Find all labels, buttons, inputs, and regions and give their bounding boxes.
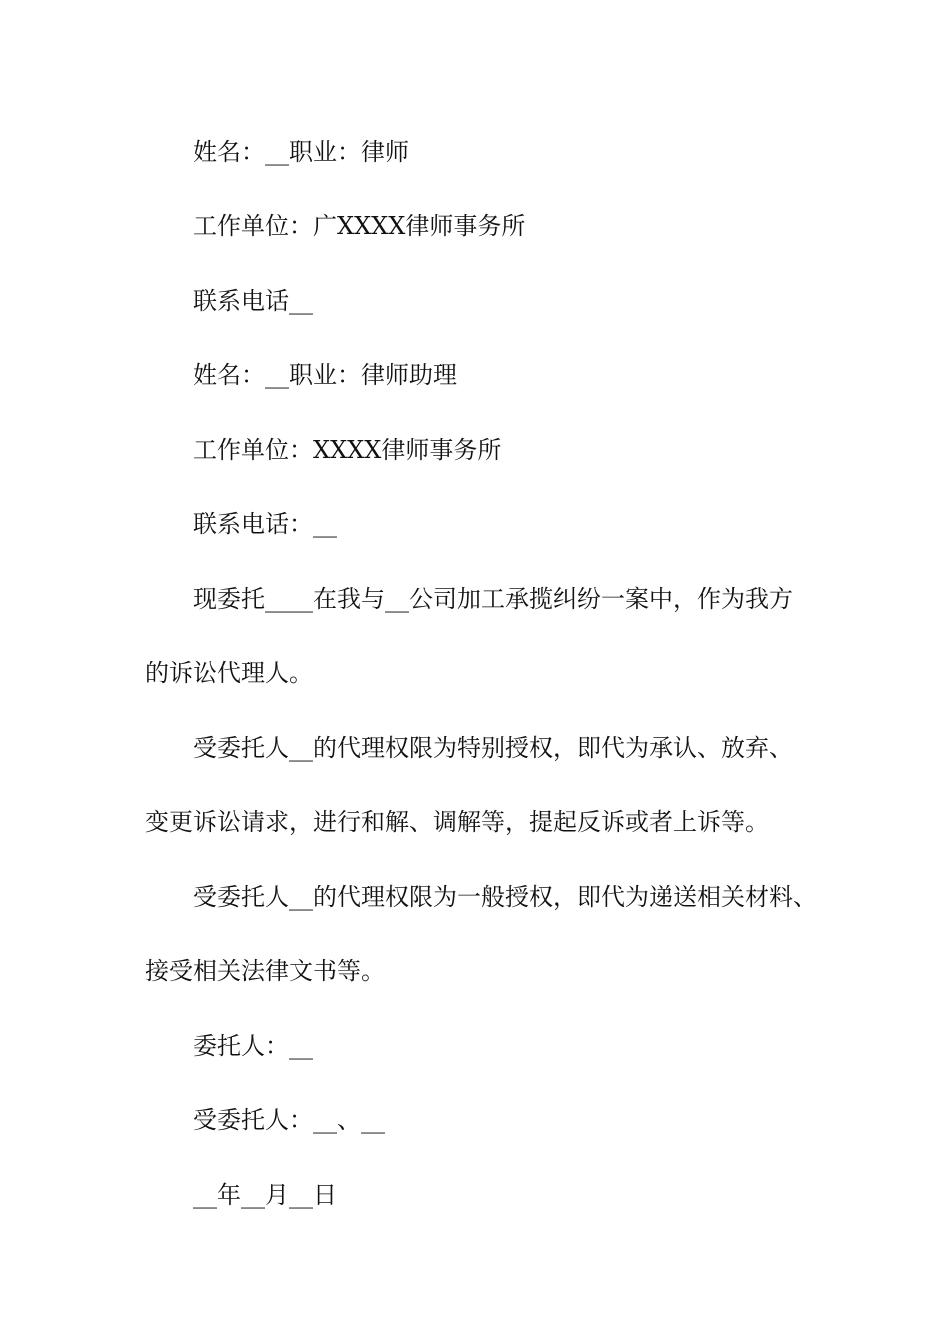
assistant-phone-line: 联系电话：__ <box>193 510 337 538</box>
date-line: __年__月__日 <box>193 1181 337 1209</box>
entrustment-paragraph-line-1: 现委托____在我与__公司加工承揽纠纷一案中，作为我方 <box>193 585 793 613</box>
lawyer-name-line: 姓名：__职业：律师 <box>193 138 409 166</box>
assistant-workplace-line: 工作单位：XXXX律师事务所 <box>193 436 502 464</box>
assistant-name-line: 姓名：__职业：律师助理 <box>193 361 457 389</box>
general-authority-paragraph-line-2: 接受相关法律文书等。 <box>145 957 385 985</box>
special-authority-paragraph-line-1: 受委托人__的代理权限为特别授权，即代为承认、放弃、 <box>193 734 793 762</box>
agent-signature-line: 受委托人：__、__ <box>193 1106 385 1134</box>
special-authority-paragraph-line-2: 变更诉讼请求，进行和解、调解等，提起反诉或者上诉等。 <box>145 808 769 836</box>
general-authority-paragraph-line-1: 受委托人__的代理权限为一般授权，即代为递送相关材料、 <box>193 883 817 911</box>
lawyer-workplace-line: 工作单位：广XXXX律师事务所 <box>193 212 526 240</box>
entrustment-paragraph-line-2: 的诉讼代理人。 <box>145 659 313 687</box>
lawyer-phone-line: 联系电话__ <box>193 287 313 315</box>
principal-signature-line: 委托人：__ <box>193 1032 313 1060</box>
